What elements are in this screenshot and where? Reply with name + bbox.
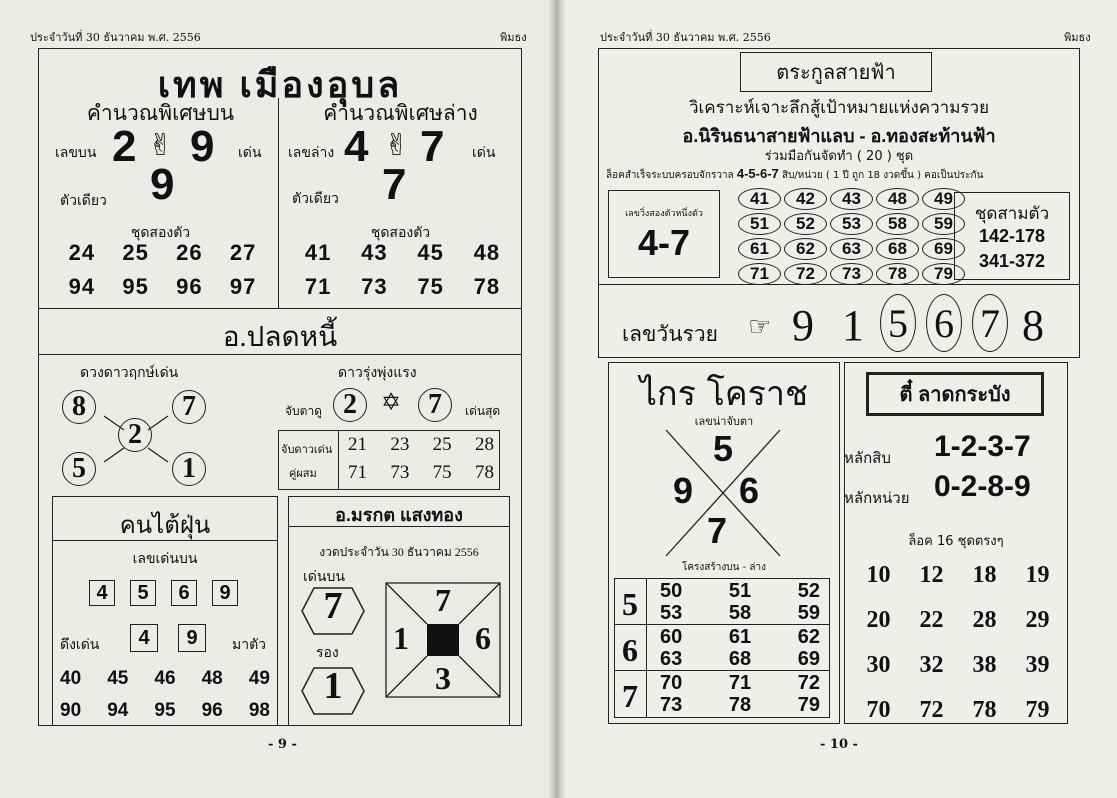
group-cell: 52 bbox=[797, 580, 820, 602]
three-digit-1: 142-178 bbox=[978, 226, 1046, 246]
divider bbox=[38, 308, 522, 309]
pointing-hand-icon: ☞ bbox=[748, 312, 772, 342]
upper-pair: 24 bbox=[68, 240, 96, 265]
upper-pairs-label: ชุดสองตัว bbox=[130, 225, 191, 241]
lad-number: 30 bbox=[866, 652, 891, 678]
rich-digit-circled: 6 bbox=[926, 294, 962, 352]
come-label: มาตัว bbox=[232, 637, 267, 653]
korat-subtitle: เลขน่าจับตา bbox=[694, 415, 754, 428]
pair-cell: 25 bbox=[432, 434, 452, 455]
oval-number: 79 bbox=[922, 263, 965, 285]
lad-number: 29 bbox=[1025, 607, 1050, 633]
pair-cell: 21 bbox=[348, 434, 367, 455]
korat-title: ไกร โคราช bbox=[639, 374, 809, 414]
group-row bbox=[660, 626, 820, 649]
lock-line bbox=[606, 166, 983, 183]
lower-pairs-label: ชุดสองตัว bbox=[370, 225, 431, 241]
column-divider bbox=[278, 98, 279, 308]
lower-pair: 48 bbox=[473, 240, 501, 265]
diamond-right: 6 bbox=[475, 620, 491, 656]
upper-n2: 9 bbox=[190, 122, 215, 171]
group-cell: 78 bbox=[728, 694, 752, 716]
star-number-bl: 5 bbox=[62, 452, 96, 486]
pair-row-2 bbox=[348, 462, 494, 484]
units-label: หลักหน่วย bbox=[844, 489, 910, 507]
dream-number: 96 bbox=[201, 700, 223, 721]
lad-grid bbox=[852, 562, 1064, 724]
dream-number: 48 bbox=[201, 668, 223, 689]
group-cell: 69 bbox=[797, 648, 820, 670]
rich-digit-circled: 5 bbox=[880, 294, 916, 352]
lad-number: 18 bbox=[972, 562, 997, 588]
group-cell: 72 bbox=[797, 672, 820, 694]
family-title: ตระกูลสายฟ้า bbox=[740, 52, 932, 92]
rich-day-label: เลขวันรวย bbox=[622, 322, 718, 346]
diamond-top: 7 bbox=[435, 582, 451, 618]
oval-number: 61 bbox=[738, 238, 781, 260]
book-gutter bbox=[548, 0, 566, 798]
star-number-br: 1 bbox=[172, 452, 206, 486]
group-row bbox=[660, 580, 820, 603]
lock-text-a: ล็อคสำเร็จระบบครอบจักรวาล bbox=[606, 170, 734, 181]
lad-number: 28 bbox=[972, 607, 997, 633]
morakot-title: อ.มรกต แสงทอง bbox=[335, 505, 463, 525]
group-cell: 60 bbox=[660, 626, 683, 648]
three-digit-2: 341-372 bbox=[978, 251, 1046, 271]
group-cell: 61 bbox=[728, 626, 752, 648]
korat-foot: โครงสร้างบน - ล่าง bbox=[681, 562, 767, 573]
rising-star-label: ดาวรุ่งพุ่งแรง bbox=[338, 365, 417, 381]
oval-number: 42 bbox=[784, 188, 827, 210]
cross-right: 6 bbox=[738, 470, 760, 511]
group-cell: 59 bbox=[797, 602, 820, 624]
lad-number: 72 bbox=[919, 697, 944, 723]
pair-cell: 78 bbox=[474, 462, 494, 483]
pair-table-label1: จับดาวเด่น bbox=[281, 443, 333, 456]
group-lead: 7 bbox=[622, 678, 638, 714]
upper-pair: 96 bbox=[176, 274, 203, 299]
authors: อ.นิรินธนาสายฟ้าแลบ - อ.ทองสะท้านฟ้า bbox=[682, 126, 996, 146]
dream-number: 46 bbox=[154, 668, 176, 689]
oval-number: 51 bbox=[738, 213, 781, 235]
lock-numbers: 4-5-6-7 bbox=[736, 166, 779, 181]
page-header-brand: พิมธง bbox=[1064, 31, 1091, 44]
rich-digit: 8 bbox=[1022, 301, 1044, 350]
group-row bbox=[660, 602, 820, 625]
rich-digit-circled: 7 bbox=[972, 294, 1008, 352]
group-cell: 63 bbox=[660, 648, 683, 670]
group-cell: 73 bbox=[660, 694, 683, 716]
oval-number: 49 bbox=[922, 188, 965, 210]
pair-cell: 71 bbox=[348, 462, 367, 483]
lucky-star-label: ดวงดาวฤกษ์เด่น bbox=[80, 365, 179, 381]
lad-number: 22 bbox=[919, 607, 944, 633]
dream-row-1 bbox=[60, 668, 270, 690]
group-cell: 51 bbox=[728, 580, 752, 602]
cooperation: ร่วมมือกันจัดทำ ( 20 ) ชุด bbox=[764, 149, 914, 164]
group-lead: 6 bbox=[622, 632, 638, 668]
pair-cell: 28 bbox=[474, 434, 494, 455]
morakot-top: 7 bbox=[323, 585, 343, 627]
upper-single-label: ตัวเดียว bbox=[60, 193, 107, 209]
morakot-second-label: รอง bbox=[316, 645, 339, 661]
star-number-tr: 7 bbox=[172, 390, 206, 424]
tens-numbers: 1-2-3-7 bbox=[934, 430, 1031, 463]
lower-n1: 4 bbox=[344, 122, 369, 171]
subtitle: วิเคราะห์เจาะลึกสู้เป้าหมายแห่งความรวย bbox=[688, 98, 990, 118]
group-cell: 50 bbox=[660, 580, 683, 602]
divider bbox=[52, 540, 278, 541]
lower-label: เลขล่าง bbox=[288, 145, 335, 161]
dream-number: 49 bbox=[248, 668, 270, 689]
lock-text-b: สิบ/หน่วย ( 1 ปี ถูก 18 งวดขึ้น ) คอเป็นประกัน bbox=[781, 170, 984, 181]
group-lead: 5 bbox=[622, 586, 638, 622]
oval-number: 58 bbox=[876, 213, 919, 235]
pull-number: 9 bbox=[178, 624, 206, 652]
page-number: - 10 - bbox=[820, 737, 858, 752]
page-header-date: ประจำวันที่ 30 ธันวาคม พ.ศ. 2556 bbox=[30, 31, 201, 44]
oval-number: 71 bbox=[738, 263, 781, 285]
cross-top: 5 bbox=[712, 428, 734, 469]
lower-n2: 7 bbox=[420, 122, 445, 171]
banner-title: เทพ เมืองอุบล bbox=[157, 64, 403, 105]
divider bbox=[38, 354, 522, 355]
oval-number: 59 bbox=[922, 213, 965, 235]
star-number-tl: 8 bbox=[62, 390, 96, 424]
lower-pairs-grid bbox=[290, 240, 515, 300]
morakot-date: งวดประจำวัน 30 ธันวาคม 2556 bbox=[319, 545, 479, 559]
page-header-date: ประจำวันที่ 30 ธันวาคม พ.ศ. 2556 bbox=[600, 31, 771, 44]
right-page bbox=[556, 0, 1117, 798]
lad-number: 12 bbox=[919, 562, 944, 588]
cross-left: 9 bbox=[672, 470, 694, 511]
dream-box-number: 9 bbox=[212, 580, 238, 606]
oval-number: 68 bbox=[876, 238, 919, 260]
pair-row-1 bbox=[348, 434, 494, 456]
dream-title: คนไต้ฝุ่น bbox=[119, 511, 211, 539]
top-label: เด่นสุด bbox=[465, 404, 501, 418]
two-digit: 4-7 bbox=[637, 222, 691, 263]
lad-title: ตี๋ ลาดกระบัง bbox=[866, 372, 1044, 416]
dream-number: 90 bbox=[60, 700, 82, 721]
star-number-center: 2 bbox=[118, 418, 152, 452]
units-numbers: 0-2-8-9 bbox=[934, 470, 1031, 503]
lad-number: 10 bbox=[866, 562, 891, 588]
pull-number: 4 bbox=[130, 624, 158, 652]
upper-label: เลขบน bbox=[55, 145, 97, 161]
dream-number: 45 bbox=[107, 668, 129, 689]
pair-table-label2: คู่ผสม bbox=[289, 467, 317, 480]
upper-pair: 97 bbox=[229, 274, 257, 299]
upper-pair: 95 bbox=[122, 274, 149, 299]
lad-number: 78 bbox=[972, 697, 997, 723]
divider bbox=[646, 578, 647, 718]
group-cell: 53 bbox=[660, 602, 683, 624]
oval-number: 72 bbox=[784, 263, 827, 285]
group-cell: 68 bbox=[728, 648, 752, 670]
lower-hot-label: เด่น bbox=[472, 145, 496, 161]
dream-box-number: 5 bbox=[130, 580, 156, 606]
dream-number: 95 bbox=[154, 700, 176, 721]
lower-single: 7 bbox=[382, 160, 407, 209]
group-row bbox=[660, 672, 820, 695]
upper-pair: 94 bbox=[68, 274, 96, 299]
lower-pair: 73 bbox=[361, 274, 388, 299]
lock-16-label: ล็อค 16 ชุดตรงๆ bbox=[908, 534, 1004, 549]
oval-number: 48 bbox=[876, 188, 919, 210]
watch-number-b: 7 bbox=[418, 388, 452, 422]
dream-number: 40 bbox=[60, 668, 82, 689]
group-row bbox=[660, 694, 820, 717]
lad-number: 38 bbox=[972, 652, 997, 678]
lad-number: 19 bbox=[1025, 562, 1050, 588]
group-row bbox=[660, 648, 820, 671]
pair-cell: 23 bbox=[390, 434, 410, 455]
lower-single-label: ตัวเดียว bbox=[292, 191, 339, 207]
morakot-top-label: เด่นบน bbox=[303, 569, 345, 585]
dream-subtitle: เลขเด่นบน bbox=[132, 551, 198, 567]
lad-number: 20 bbox=[866, 607, 891, 633]
lower-pair: 75 bbox=[417, 274, 444, 299]
dream-number: 98 bbox=[248, 700, 270, 721]
divider bbox=[288, 526, 510, 527]
oval-number: 62 bbox=[784, 238, 827, 260]
diamond-left: 1 bbox=[393, 620, 409, 656]
oval-number: 43 bbox=[830, 188, 873, 210]
lad-number: 79 bbox=[1025, 697, 1050, 723]
group-cell: 62 bbox=[797, 626, 820, 648]
pair-cell: 73 bbox=[390, 462, 410, 483]
page-number: - 9 - bbox=[268, 737, 297, 752]
victory-hand-icon: ✌ bbox=[384, 128, 410, 163]
lad-number: 70 bbox=[866, 697, 891, 723]
oval-number: 63 bbox=[830, 238, 873, 260]
upper-pair: 27 bbox=[229, 240, 257, 265]
tens-label: หลักสิบ bbox=[844, 449, 891, 467]
morakot-second: 1 bbox=[323, 665, 343, 707]
victory-hand-icon: ✌ bbox=[148, 128, 174, 163]
lower-pair: 78 bbox=[473, 274, 501, 299]
oval-number: 73 bbox=[830, 263, 873, 285]
oval-number: 78 bbox=[876, 263, 919, 285]
lad-number: 39 bbox=[1025, 652, 1050, 678]
upper-pair: 25 bbox=[122, 240, 149, 265]
rich-digit: 1 bbox=[842, 301, 864, 350]
lower-pair: 45 bbox=[417, 240, 444, 265]
star-of-david-icon: ✡ bbox=[381, 388, 402, 416]
divider bbox=[598, 284, 1080, 285]
dream-box-number: 4 bbox=[89, 580, 115, 606]
two-digit-label: เลขวิ่งสองตัวหนึ่งตัว bbox=[625, 209, 703, 219]
group-cell: 71 bbox=[728, 672, 752, 694]
page-header-brand: พิมธง bbox=[500, 31, 527, 44]
pladnee-title: อ.ปลดหนี้ bbox=[222, 322, 338, 353]
three-digit-label: ชุดสามตัว bbox=[974, 204, 1050, 224]
left-page bbox=[0, 0, 556, 798]
oval-number: 41 bbox=[738, 188, 781, 210]
pull-label: ดึงเด่น bbox=[60, 637, 100, 653]
cross-bottom: 7 bbox=[706, 510, 728, 551]
diamond-bottom: 3 bbox=[435, 660, 451, 696]
upper-hot-label: เด่น bbox=[238, 145, 262, 161]
rich-digit: 9 bbox=[792, 301, 814, 350]
dream-box-number: 6 bbox=[171, 580, 197, 606]
upper-pairs-grid bbox=[55, 240, 270, 300]
upper-n1: 2 bbox=[112, 122, 137, 171]
upper-pair: 26 bbox=[176, 240, 203, 265]
lower-pair: 41 bbox=[304, 240, 332, 265]
upper-single: 9 bbox=[150, 160, 175, 209]
pair-cell: 75 bbox=[432, 462, 452, 483]
dream-number: 94 bbox=[107, 700, 129, 721]
lower-pair: 71 bbox=[304, 274, 332, 299]
dream-row-2 bbox=[60, 700, 270, 722]
oval-number: 69 bbox=[922, 238, 965, 260]
upper-title: คำนวณพิเศษบน bbox=[86, 101, 235, 125]
lower-title: คำนวณพิเศษล่าง bbox=[323, 101, 478, 125]
lad-number: 32 bbox=[919, 652, 944, 678]
group-cell: 58 bbox=[728, 602, 752, 624]
group-cell: 79 bbox=[797, 694, 820, 716]
oval-number: 53 bbox=[830, 213, 873, 235]
group-cell: 70 bbox=[660, 672, 683, 694]
watch-number-a: 2 bbox=[333, 388, 367, 422]
oval-number: 52 bbox=[784, 213, 827, 235]
watch-label: จับตาดู bbox=[285, 404, 322, 418]
lower-pair: 43 bbox=[361, 240, 388, 265]
divider bbox=[338, 430, 339, 490]
